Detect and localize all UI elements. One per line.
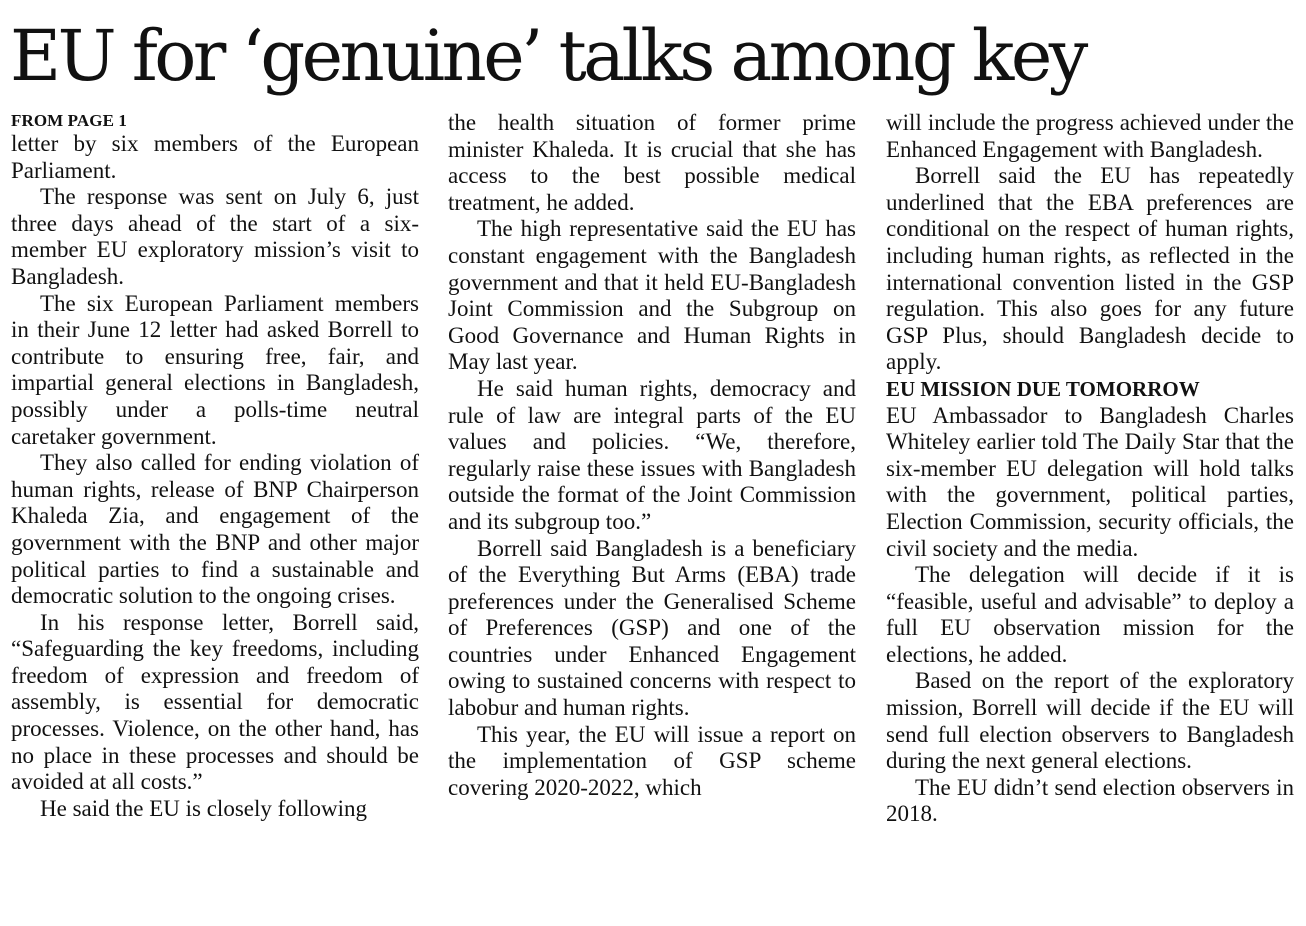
paragraph: They also called for ending violation of human rights, release of BNP Chairperson Khaleda Zia, and engagement of the government with the BNP and other major political parties to find a sustainable and democratic solution to the ongoing crises. xyxy=(11,450,419,609)
headline: EU for ‘genuine’ talks among key xyxy=(10,15,1085,97)
paragraph: The high representative said the EU has constant engagement with the Bangladesh government and that it held EU-Bangladesh Joint Commission and the Subgroup on Good Governance and Human Rights in May last year. xyxy=(448,216,856,375)
paragraph: Based on the report of the exploratory mission, Borrell will decide if the EU will send full election observers to Bangladesh during the next general elections. xyxy=(886,668,1294,774)
section-subhead: EU MISSION DUE TOMORROW xyxy=(886,376,1200,401)
paragraph: He said the EU is closely following xyxy=(40,795,368,821)
article-column-2 xyxy=(448,110,856,801)
article-column-3 xyxy=(886,110,1294,828)
paragraph: The delegation will decide if it is “feasible, useful and advisable” to deploy a full EU observation mission for the elections, he added. xyxy=(886,562,1294,667)
paragraph: He said human rights, democracy and rule of law are integral parts of the EU values and policies. “We, therefore, regularly raise these issues with Bangladesh outside the format of the Joint Commission and its subgroup too.” xyxy=(448,375,856,534)
paragraph: Borrell said the EU has repeatedly underlined that the EBA preferences are conditional on the respect of human rights, including human rights, as reflected in the international convention listed in the GSP regulation. This also goes for any future GSP Plus, should Bangladesh decide to apply. xyxy=(886,163,1294,375)
continuation-label: FROM PAGE 1 xyxy=(11,111,127,130)
paragraph: In his response letter, Borrell said, “Safeguarding the key freedoms, including freedom of expression and freedom of assembly, is essential for democratic processes. Violence, on the other hand, has no place in these processes and should be avoided at all costs.” xyxy=(11,609,419,795)
paragraph: This year, the EU will issue a report on the implementation of GSP scheme covering 2020-2022, which xyxy=(448,721,856,800)
paragraph: The EU didn’t send election observers in 2018. xyxy=(886,774,1294,827)
paragraph: Borrell said Bangladesh is a beneficiary of the Everything But Arms (EBA) trade preferences under the Generalised Scheme of Preferences (GSP) and one of the countries under Enhanced Engagement owing to sustained concerns with respect to labobur and human rights. xyxy=(448,535,856,721)
paragraph: EU Ambassador to Bangladesh Charles Whiteley earlier told The Daily Star that the six-member EU delegation will hold talks with the government, political parties, Election Commission, security officials, the civil society and the media. xyxy=(886,402,1294,561)
article-column-1 xyxy=(11,110,419,822)
paragraph: the health situation of former prime minister Khaleda. It is crucial that she has access to the best possible medical treatment, he added. xyxy=(448,110,856,215)
paragraph: The response was sent on July 6, just three days ahead of the start of a six-member EU exploratory mission’s visit to Bangladesh. xyxy=(11,184,419,289)
paragraph: letter by six members of the European Parliament. xyxy=(11,131,419,183)
paragraph: The six European Parliament members in their June 12 letter had asked Borrell to contribute to ensuring free, fair, and impartial general elections in Bangladesh, possibly under a polls-time neutral caretaker government. xyxy=(11,290,419,449)
paragraph: will include the progress achieved under the Enhanced Engagement with Bangladesh. xyxy=(886,110,1294,162)
